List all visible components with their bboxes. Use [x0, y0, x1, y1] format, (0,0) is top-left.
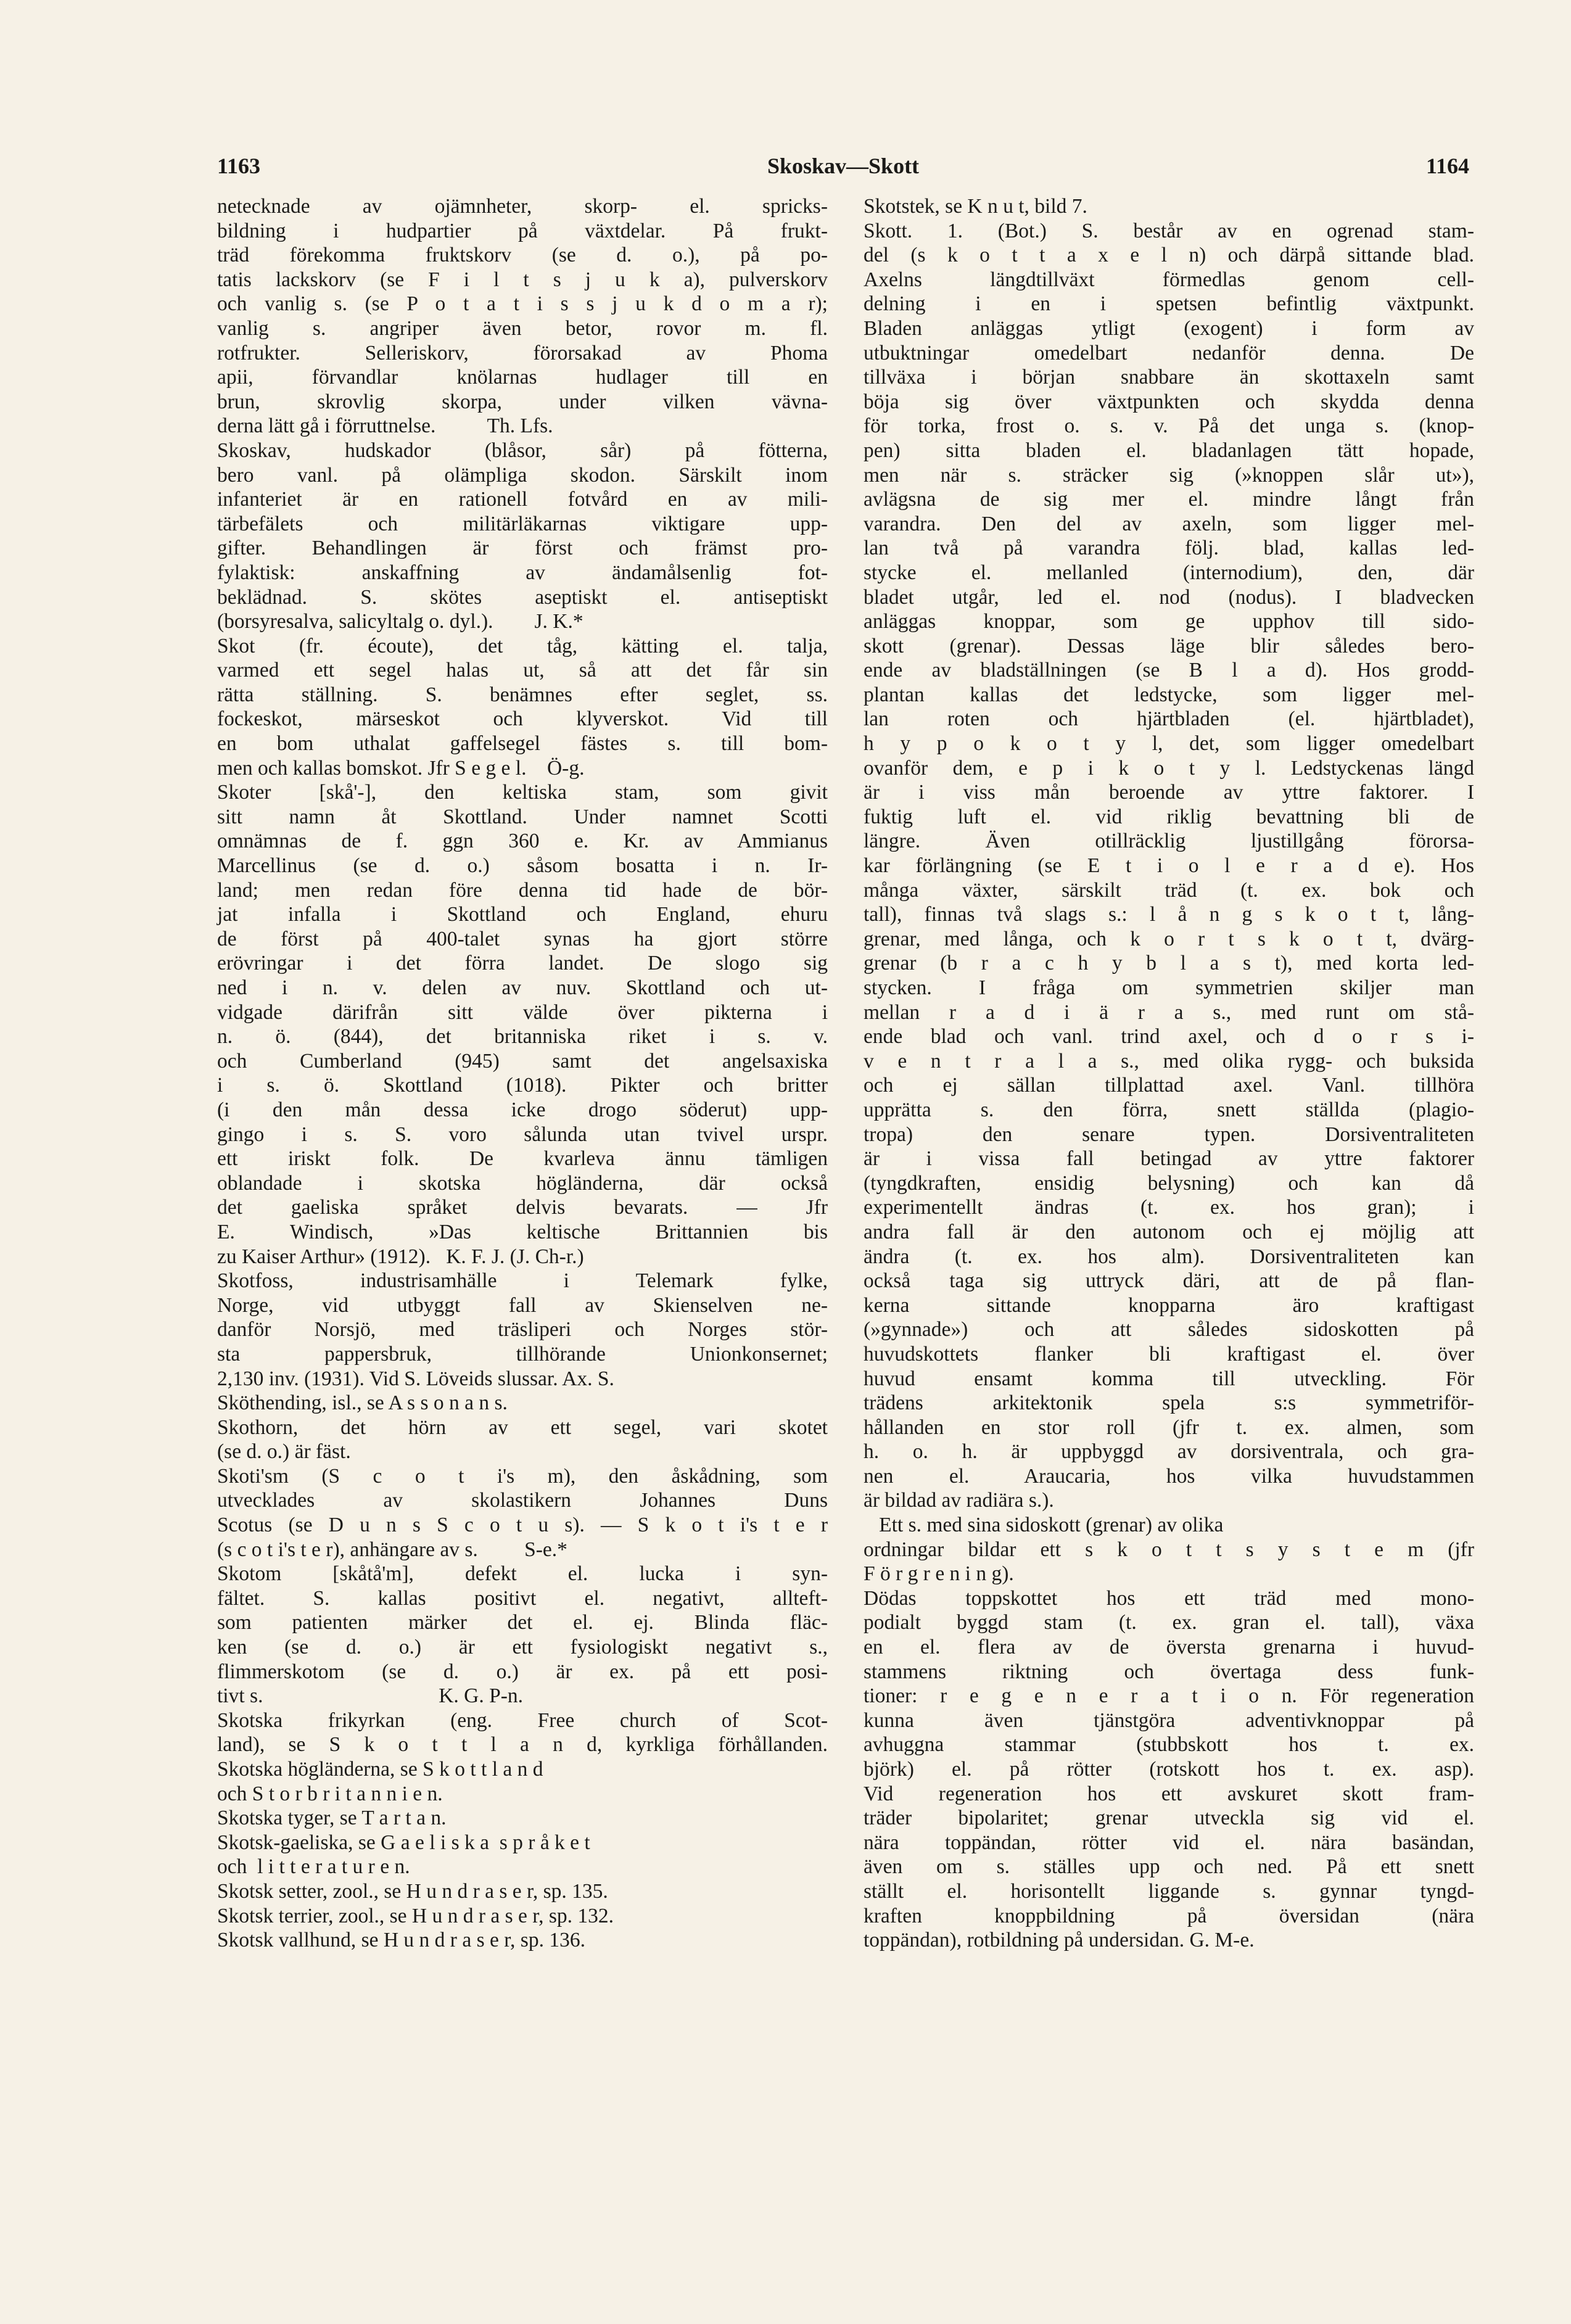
text-line: en el. flera av de översta grenarna i huvud- — [864, 1636, 1474, 1659]
text-line: huvud ensamt komma till utveckling. För — [864, 1367, 1474, 1390]
text-line: (se d. o.) är fäst. — [217, 1440, 351, 1464]
text-line: (i den mån dessa icke drogo söderut) upp- — [217, 1098, 828, 1121]
text-line: omnämnas de f. ggn 360 e. Kr. av Ammianus — [217, 830, 828, 853]
text-line: varandra. Den del av axeln, som ligger mel- — [864, 512, 1474, 535]
text-line: Skotstek, se K n u t, bild 7. — [864, 195, 1087, 218]
text-line: ken (se d. o.) är ett fysiologiskt negativt s., — [217, 1636, 828, 1659]
text-line: Skoter [skå'-], den keltiska stam, som givit — [217, 781, 828, 804]
text-line: upprätta s. den förra, snett ställda (plagio- — [864, 1098, 1474, 1121]
text-line: varmed ett segel halas ut, så att det får sin — [217, 659, 828, 682]
text-line: danför Norsjö, med träsliperi och Norges stör- — [217, 1318, 828, 1341]
text-line: tärbefälets och militärläkarnas viktigare upp- — [217, 512, 828, 535]
text-line: är bildad av radiära s.). — [864, 1489, 1054, 1512]
text-line: stycken. I fråga om symmetrien skiljer man — [864, 976, 1474, 999]
text-line: (tyngdkraften, ensidig belysning) och kan då — [864, 1171, 1474, 1195]
text-line: Skot (fr. écoute), det tåg, kätting el. talja, — [217, 634, 828, 657]
text-line: sitt namn åt Skottland. Under namnet Scotti — [217, 805, 828, 828]
text-line: tropa) den senare typen. Dorsiventraliteten — [864, 1123, 1474, 1146]
text-line: rätta ställning. S. benämnes efter seglet, ss. — [217, 683, 828, 706]
text-line: Skotsk terrier, zool., se H u n d r a s e r, sp. 132. — [217, 1904, 614, 1927]
text-line: utvecklades av skolastikern Johannes Duns — [217, 1489, 828, 1512]
text-line: hållanden en stor roll (jfr t. ex. almen, som — [864, 1415, 1474, 1439]
text-line: jat infalla i Skottland och England, ehuru — [217, 903, 828, 926]
text-line: flimmerskotom (se d. o.) är ex. på ett posi- — [217, 1660, 828, 1683]
text-line: men och kallas bomskot. Jfr S e g e l. Ö-g. — [217, 756, 585, 780]
text-line: (borsyresalva, salicyltalg o. dyl.). J. K.* — [217, 610, 583, 633]
text-line: och vanlig s. (se P o t a t i s s j u k d o m a r); — [217, 292, 828, 316]
text-line: h y p o k o t y l, det, som ligger omedelbart — [864, 732, 1474, 756]
text-line: Marcellinus (se d. o.) såsom bosatta i n. Ir- — [217, 854, 828, 878]
text-line: träder bipolaritet; grenar utveckla sig vid el. — [864, 1807, 1474, 1830]
text-line: Norge, vid utbyggt fall av Skienselven ne- — [217, 1293, 828, 1317]
text-line: tioner: r e g e n e r a t i o n. För regeneration — [864, 1684, 1474, 1708]
text-line: Sköthending, isl., se A s s o n a n s. — [217, 1391, 508, 1415]
text-line: podialt byggd stam (t. ex. gran el. tall), växa — [864, 1611, 1474, 1634]
text-line: tatis lackskorv (se F i l t s j u k a), pulverskorv — [217, 268, 828, 291]
text-line: men när s. sträcker sig (»knoppen slår ut»), — [864, 463, 1474, 487]
text-line: trädens arkitektonik spela s:s symmetriför- — [864, 1391, 1474, 1415]
text-line: apii, förvandlar knölarnas hudlager till en — [217, 366, 828, 389]
text-line: n. ö. (844), det britanniska riket i s. v. — [217, 1025, 828, 1049]
text-line: de först på 400-talet synas ha gjort större — [217, 927, 828, 950]
text-line: ställt el. horisontellt liggande s. gynnar tyngd- — [864, 1879, 1474, 1903]
text-line: som patienten märker det el. ej. Blinda fläc- — [217, 1611, 828, 1634]
text-line: Bladen anläggas ytligt (exogent) i form av — [864, 316, 1474, 340]
text-line: toppändan), rotbildning på undersidan. G. M-e. — [864, 1929, 1255, 1952]
text-line: bildning i hudpartier på växtdelar. På frukt- — [217, 219, 828, 242]
text-line: och S t o r b r i t a n n i e n. — [217, 1782, 443, 1805]
text-line: Dödas toppskottet hos ett träd med mono- — [864, 1586, 1474, 1610]
text-line: många växter, särskilt träd (t. ex. bok och — [864, 878, 1474, 902]
text-line: (s c o t i's t e r), anhängare av s. S-e.* — [217, 1538, 567, 1561]
text-line: kraften knoppbildning på översidan (nära — [864, 1904, 1474, 1927]
text-line: gifter. Behandlingen är först och främst pro- — [217, 537, 828, 560]
text-line: stammens riktning och övertaga dess funk- — [864, 1660, 1474, 1683]
text-line: ovanför dem, e p i k o t y l. Ledstyckenas längd — [864, 756, 1474, 780]
text-line: Skotom [skåtå'm], defekt el. lucka i syn- — [217, 1562, 828, 1586]
text-line: fylaktisk: anskaffning av ändamålsenlig fot- — [217, 561, 828, 584]
text-line: netecknade av ojämnheter, skorp- el. spricks- — [217, 195, 828, 218]
text-line: Scotus (se D u n s S c o t u s). — S k o t i's t e r — [217, 1514, 828, 1537]
text-line: också taga sig uttryck däri, att de på flan- — [864, 1269, 1474, 1293]
text-line: Skotfoss, industrisamhälle i Telemark fylke, — [217, 1269, 828, 1293]
text-line: delning i en i spetsen befintlig växtpunkt. — [864, 292, 1474, 316]
text-line: ned i n. v. delen av nuv. Skottland och ut- — [217, 976, 828, 999]
text-line: böja sig över växtpunkten och skydda denna — [864, 390, 1474, 413]
text-line: avhuggna stammar (stubbskott hos t. ex. — [864, 1733, 1474, 1757]
text-line: Skoti'sm (S c o t i's m), den åskådning, som — [217, 1464, 828, 1488]
text-line: ordningar bildar ett s k o t t s y s t e m (jfr — [864, 1538, 1474, 1561]
text-line: mellan r a d i ä r a s., med runt om stå- — [864, 1000, 1474, 1024]
text-line: grenar, med långa, och k o r t s k o t t, dvärg- — [864, 927, 1474, 950]
text-line: träd förekomma fruktskorv (se d. o.), på po- — [217, 244, 828, 267]
text-line: det gaeliska språket delvis bevarats. — Jfr — [217, 1196, 828, 1219]
text-line: Axelns längdtillväxt förmedlas genom cell- — [864, 268, 1474, 291]
text-line: sta pappersbruk, tillhörande Unionkonsernet; — [217, 1342, 828, 1366]
text-line: Ett s. med sina sidoskott (grenar) av olika — [864, 1514, 1224, 1537]
text-line: Skothorn, det hörn av ett segel, vari skotet — [217, 1415, 828, 1439]
text-line: skott (grenar). Dessas läge blir således bero- — [864, 634, 1474, 657]
text-line: land; men redan före denna tid hade de bör- — [217, 878, 828, 902]
text-line: även om s. ställes upp och ned. På ett snett — [864, 1855, 1474, 1879]
text-line: stycke el. mellanled (internodium), den, där — [864, 561, 1474, 584]
left-column — [217, 194, 828, 1953]
text-line: kerna sittande knopparna äro kraftigast — [864, 1293, 1474, 1317]
text-line: tall), finnas två slags s.: l å n g s k o t t, lång- — [864, 903, 1474, 926]
text-line: och Cumberland (945) samt det angelsaxiska — [217, 1049, 828, 1073]
text-line: zu Kaiser Arthur» (1912). K. F. J. (J. Ch-r.) — [217, 1245, 584, 1268]
text-line: bero vanl. på olämpliga skodon. Särskilt inom — [217, 463, 828, 487]
text-line: h. o. h. är uppbyggd av dorsiventrala, och gra- — [864, 1440, 1474, 1464]
text-line: E. Windisch, »Das keltische Brittannien bis — [217, 1220, 828, 1243]
text-line: plantan kallas det ledstycke, som ligger mel- — [864, 683, 1474, 706]
text-line: oblandade i skotska högländerna, där också — [217, 1171, 828, 1195]
text-line: i s. ö. Skottland (1018). Pikter och britter — [217, 1074, 828, 1097]
text-line: pen) sitta bladen el. bladanlagen tätt hopade, — [864, 439, 1474, 462]
text-line: huvudskottets flanker bli kraftigast el. över — [864, 1342, 1474, 1366]
text-line: bladet utgår, led el. nod (nodus). I bladvecken — [864, 585, 1474, 609]
text-line: fuktig luft el. vid riklig bevattning bli de — [864, 805, 1474, 828]
text-line: lan roten och hjärtbladen (el. hjärtbladet), — [864, 707, 1474, 731]
text-line: Skotsk vallhund, se H u n d r a s e r, sp. 136. — [217, 1929, 585, 1952]
text-line: Skotsk-gaeliska, se G a e l i s k a s p r å k e t — [217, 1831, 590, 1854]
text-line: land), se S k o t t l a n d, kyrkliga förhållanden. — [217, 1733, 828, 1757]
text-line: ett iriskt folk. De kvarleva ännu tämligen — [217, 1147, 828, 1171]
text-line: Skotska högländerna, se S k o t t l a n d — [217, 1758, 543, 1781]
text-line: och ej sällan tillplattad axel. Vanl. tillhöra — [864, 1074, 1474, 1097]
text-line: vanlig s. angriper även betor, rovor m. fl. — [217, 316, 828, 340]
text-line: Skotsk setter, zool., se H u n d r a s e r, sp. 135. — [217, 1879, 608, 1903]
text-line: kunna även tjänstgöra adventivknoppar på — [864, 1708, 1474, 1732]
text-line: björk) el. på rötter (rotskott hos t. ex. asp). — [864, 1758, 1474, 1781]
right-column — [864, 194, 1474, 1953]
text-line: del (s k o t t a x e l n) och därpå sittande blad. — [864, 244, 1474, 267]
running-title: Skoskav—Skott — [767, 154, 920, 178]
text-line: utbuktningar omedelbart nedanför denna. De — [864, 341, 1474, 365]
text-line: beklädnad. S. skötes aseptiskt el. antiseptiskt — [217, 585, 828, 609]
text-line: andra fall är den autonom och ej möjlig att — [864, 1220, 1474, 1243]
text-line: anläggas knoppar, som ge upphov till sido- — [864, 610, 1474, 633]
text-line: (»gynnade») och att således sidoskotten på — [864, 1318, 1474, 1341]
text-line: kar förlängning (se E t i o l e r a d e). Hos — [864, 854, 1474, 878]
text-line: Skotska frikyrkan (eng. Free church of Scot- — [217, 1708, 828, 1732]
text-line: lan två på varandra följ. blad, kallas led- — [864, 537, 1474, 560]
text-line: är i vissa fall betingad av yttre faktorer — [864, 1147, 1474, 1171]
text-line: Vid regeneration hos ett avskuret skott fram- — [864, 1782, 1474, 1805]
text-line: gingo i s. S. voro sålunda utan tvivel urspr. — [217, 1123, 828, 1146]
text-line: för torka, frost o. s. v. På det unga s. (knop- — [864, 414, 1474, 438]
text-line: 2,130 inv. (1931). Vid S. Löveids slussar. Ax. S. — [217, 1367, 614, 1390]
text-line: brun, skrovlig skorpa, under vilken vävna- — [217, 390, 828, 413]
text-line: erövringar i det förra landet. De slogo sig — [217, 952, 828, 975]
text-line: Skoskav, hudskador (blåsor, sår) på fötterna, — [217, 439, 828, 462]
text-line: fältet. S. kallas positivt el. negativt, allteft- — [217, 1586, 828, 1610]
text-line: grenar (b r a c h y b l a s t), med korta led- — [864, 952, 1474, 975]
text-line: infanteriet är en rationell fotvård en av mili- — [217, 488, 828, 511]
text-line: ende av bladställningen (se B l a d). Hos grodd- — [864, 659, 1474, 682]
text-line: Skott. 1. (Bot.) S. består av en ogrenad stam- — [864, 219, 1474, 242]
text-line: rotfrukter. Selleriskorv, förorsakad av Phoma — [217, 341, 828, 365]
text-line: Skotska tyger, se T a r t a n. — [217, 1807, 447, 1830]
page-header — [217, 153, 1469, 181]
text-line: ende blad och vanl. trind axel, och d o r s i- — [864, 1025, 1474, 1049]
text-line: ändra (t. ex. hos alm). Dorsiventraliteten kan — [864, 1245, 1474, 1268]
text-line: längre. Även otillräcklig ljustillgång förorsa- — [864, 830, 1474, 853]
text-line: F ö r g r e n i n g). — [864, 1562, 1014, 1586]
text-line: avlägsna de sig mer el. mindre långt från — [864, 488, 1474, 511]
text-line: och l i t t e r a t u r e n. — [217, 1855, 410, 1879]
text-line: vidgade därifrån sitt välde över pikterna i — [217, 1000, 828, 1024]
text-line: v e n t r a l a s., med olika rygg- och buksida — [864, 1049, 1474, 1073]
text-line: derna lätt gå i förruttnelse. Th. Lfs. — [217, 414, 553, 438]
text-line: är i viss mån beroende av yttre faktorer. I — [864, 781, 1474, 804]
page-number-left: 1163 — [217, 154, 261, 178]
text-line: experimentellt ändras (t. ex. hos gran); i — [864, 1196, 1474, 1219]
text-line: nen el. Araucaria, hos vilka huvudstammen — [864, 1464, 1474, 1488]
text-line: en bom uthalat gaffelsegel fästes s. till bom- — [217, 732, 828, 756]
text-line: tivt s. K. G. P-n. — [217, 1684, 524, 1708]
page-number-right: 1164 — [1425, 154, 1469, 178]
text-line: fockeskot, märseskot och klyverskot. Vid till — [217, 707, 828, 731]
text-line: nära toppändan, rötter vid el. nära basändan, — [864, 1831, 1474, 1854]
text-line: tillväxa i början snabbare än skottaxeln samt — [864, 366, 1474, 389]
